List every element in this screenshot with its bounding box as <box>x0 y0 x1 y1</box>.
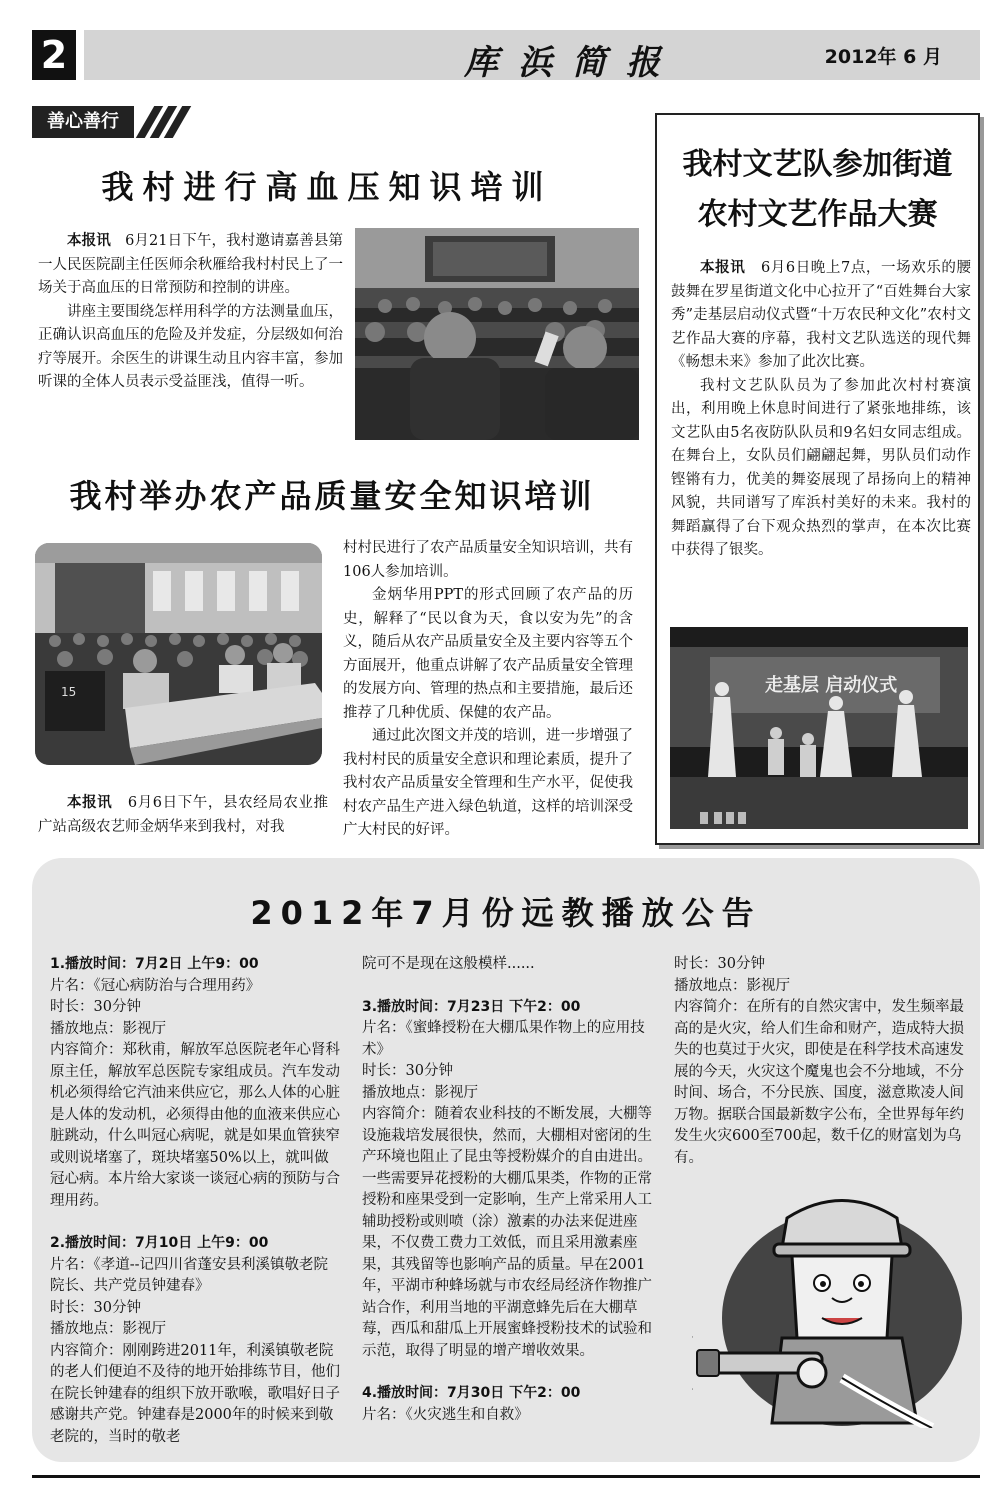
item3-duration: 时长：30分钟 <box>362 1063 453 1079</box>
item2-place: 播放地点：影视厅 <box>50 1321 166 1337</box>
item1-summary: 内容简介：郑秋甫，解放军总医院老年心肾科原主任，解放军总医院专家组成员。汽车发动机必须得给它汽油来供应它，那么人体的心脏是人体的发动机，必须得由他的血液来供应心脏跳动，什么叫冠心病呢，就是如果血管狭窄或则说堵塞了，斑块堵塞50%以上，就叫做冠心病。本片给大家谈一谈冠心病的预防与合理用药。 <box>50 1042 340 1209</box>
issue-date: 2012年 6 月 <box>824 46 942 68</box>
notice-title: 2012年7月份远教播放公告 <box>250 894 762 932</box>
item3-film: 片名：《蜜蜂授粉在大棚瓜果作物上的应用技术》 <box>362 1020 645 1058</box>
notice-column-2 <box>362 954 657 1426</box>
article2-right-body <box>343 537 633 843</box>
item3-summary: 内容简介：随着农业科技的不断发展，大棚等设施栽培发展很快，然而，大棚相对密闭的生产环境也阻止了昆虫等授粉媒介的自由进出。一些需要异花授粉的大棚瓜果类，作物的正常授粉和座果受到一定影响，生产上常采用人工辅助授粉或则喷（涂）激素的办法来促进座果，不仅费工费力工效低，而且采用激素座果，其残留等也影响产品的质量。早在2001年，平湖市种蜂场就与市农经局经济作物推广站合作，利用当地的平湖意蜂先后在大棚草莓，西瓜和甜瓜上开展蜜蜂授粉技术的试验和示范，取得了明显的增产增收效果。 <box>362 1106 652 1359</box>
item2-duration: 时长：30分钟 <box>50 1299 141 1316</box>
article1-headline: 我村进行高血压知识培训 <box>101 168 553 206</box>
item4-duration: 时长：30分钟 <box>674 956 765 972</box>
section-tag <box>32 106 182 138</box>
sidebar-headline-line2: 农村文艺作品大赛 <box>697 197 938 232</box>
firefighter-cartoon <box>692 1178 962 1428</box>
item2-film: 片名：《孝道--记四川省蓬安县利溪镇敬老院院长、共产党员钟建春》 <box>50 1256 329 1294</box>
newspaper-title: 库浜简报 <box>464 43 680 83</box>
article2-right-p1: 村村民进行了农产品质量安全知识培训，共有106人参加培训。 <box>343 540 633 580</box>
item1-duration: 时长：30分钟 <box>50 999 141 1015</box>
article2-lead: 本报讯 <box>67 795 113 811</box>
item4-place: 播放地点：影视厅 <box>674 977 790 994</box>
item3-place: 播放地点：影视厅 <box>362 1084 478 1101</box>
sidebar-p2: 我村文艺队队员为了参加此次村村赛演出，利用晚上休息时间进行了紧张地排练，该文艺队由5名夜防队队员和9名妇女同志组成。在舞台上，女队员们翩翩起舞，男队员们动作铿锵有力，优美的舞姿展现了昂扬向上的精神风貌，共同谱写了库浜村美好的未来。我村的舞蹈赢得了台下观众热烈的掌声，在本次比赛中获得了银奖。 <box>671 377 971 558</box>
article2-right-p2: 金炳华用PPT的形式回顾了农产品的历史，解释了“民以食为天，食以安为先”的含义，随后从农产品质量安全及主要内容等五个方面展开，他重点讲解了农产品质量安全管理的发展方向、管理的热点和主要措施，最后还推荐了几种优质、保健的农产品。 <box>343 587 633 721</box>
sidebar-headline <box>657 140 978 240</box>
section-tag-label: 善心善行 <box>32 106 134 138</box>
bottom-rule <box>32 1475 980 1478</box>
item3-head: 3.播放时间：7月23日 下午2：00 <box>362 998 581 1015</box>
masthead-bar <box>84 30 980 83</box>
article2-headline: 我村举办农产品质量安全知识培训 <box>69 477 595 515</box>
item2-summary: 内容简介：刚刚跨进2011年，利溪镇敬老院的老人们便迫不及待的地开始排练节目，他们在院长钟建春的组织下放开歌喉，歌唱好日子感谢共产党。钟建春是2000年的时候来到敬老院的，当时的敬老 <box>50 1342 340 1445</box>
notice-column-1 <box>50 954 342 1448</box>
item2-summary-cont: 院可不是现在这般模样...... <box>362 956 535 972</box>
article1-p2: 讲座主要围绕怎样用科学的方法测量血压，正确认识高血压的危险及并发症，分层级如何治疗等展开。余医生的讲课生动且内容丰富，参加听课的全体人员表示受益匪浅，值得一听。 <box>38 303 343 390</box>
masthead <box>32 30 980 83</box>
item2-head: 2.播放时间：7月10日 上午9：00 <box>50 1235 269 1251</box>
lecture-photo <box>355 228 639 440</box>
sidebar-p1: 6月6日晚上7点，一场欢乐的腰鼓舞在罗星街道文化中心拉开了“百姓舞台大家秀”走基层启动仪式暨“十万农民种文化”农村文艺作品大赛的序幕，我村文艺队选送的现代舞《畅想未来》参加了此次比赛。 <box>671 260 972 370</box>
article1-body <box>38 230 343 395</box>
page-number: 2 <box>32 30 76 80</box>
item1-head: 1.播放时间：7月2日 上午9：00 <box>50 956 259 972</box>
article1-lead: 本报讯 <box>67 233 111 249</box>
seat-number: 15 <box>61 685 77 699</box>
article1-p1: 6月21日下午，我村邀请嘉善县第一人民医院副主任医师余秋雁给我村村民上了一场关于高血压的日常预防和控制的讲座。 <box>38 233 343 296</box>
performance-photo <box>670 627 968 829</box>
sidebar-headline-line1: 我村文艺队参加街道 <box>682 147 953 182</box>
item1-film: 片名：《冠心病防治与合理用药》 <box>50 977 261 994</box>
article2-right-p3: 通过此次图文并茂的培训，进一步增强了我村村民的质量安全意识和理论素质，提升了我村农产品质量安全管理和生产水平，促使我村农产品生产进入绿色轨道，这样的培训深受广大村民的好评。 <box>343 728 633 838</box>
item4-summary: 内容简介：在所有的自然灾害中，发生频率最高的是火灾，给人们生命和财产，造成特大损失的也莫过于火灾，即使是在科学技术高速发展的今天，火灾这个魔鬼也会不分地域，不分时间、场合，不分民族、国度，滋意欺凌人间万物。据联合国最新数字公布，全世界每年约发生火灾600至700起，数千亿的财富划为乌有。 <box>674 999 964 1166</box>
article2-left-body <box>38 792 328 839</box>
item4-head: 4.播放时间：7月30日 下午2：00 <box>362 1385 581 1401</box>
item4-film: 片名：《火灾逃生和自救》 <box>362 1406 529 1423</box>
sidebar-article <box>655 113 980 845</box>
sidebar-body <box>671 257 971 563</box>
training-photo <box>35 543 322 765</box>
sidebar-lead: 本报讯 <box>700 260 746 276</box>
item1-place: 播放地点：影视厅 <box>50 1020 166 1037</box>
notice-column-3 <box>674 954 966 1169</box>
broadcast-notice <box>32 858 980 1462</box>
stage-banner-text: 走基层 启动仪式 <box>765 675 898 696</box>
article2-left-text: 6月6日下午，县农经局农业推广站高级农艺师金炳华来到我村，对我 <box>38 795 329 835</box>
